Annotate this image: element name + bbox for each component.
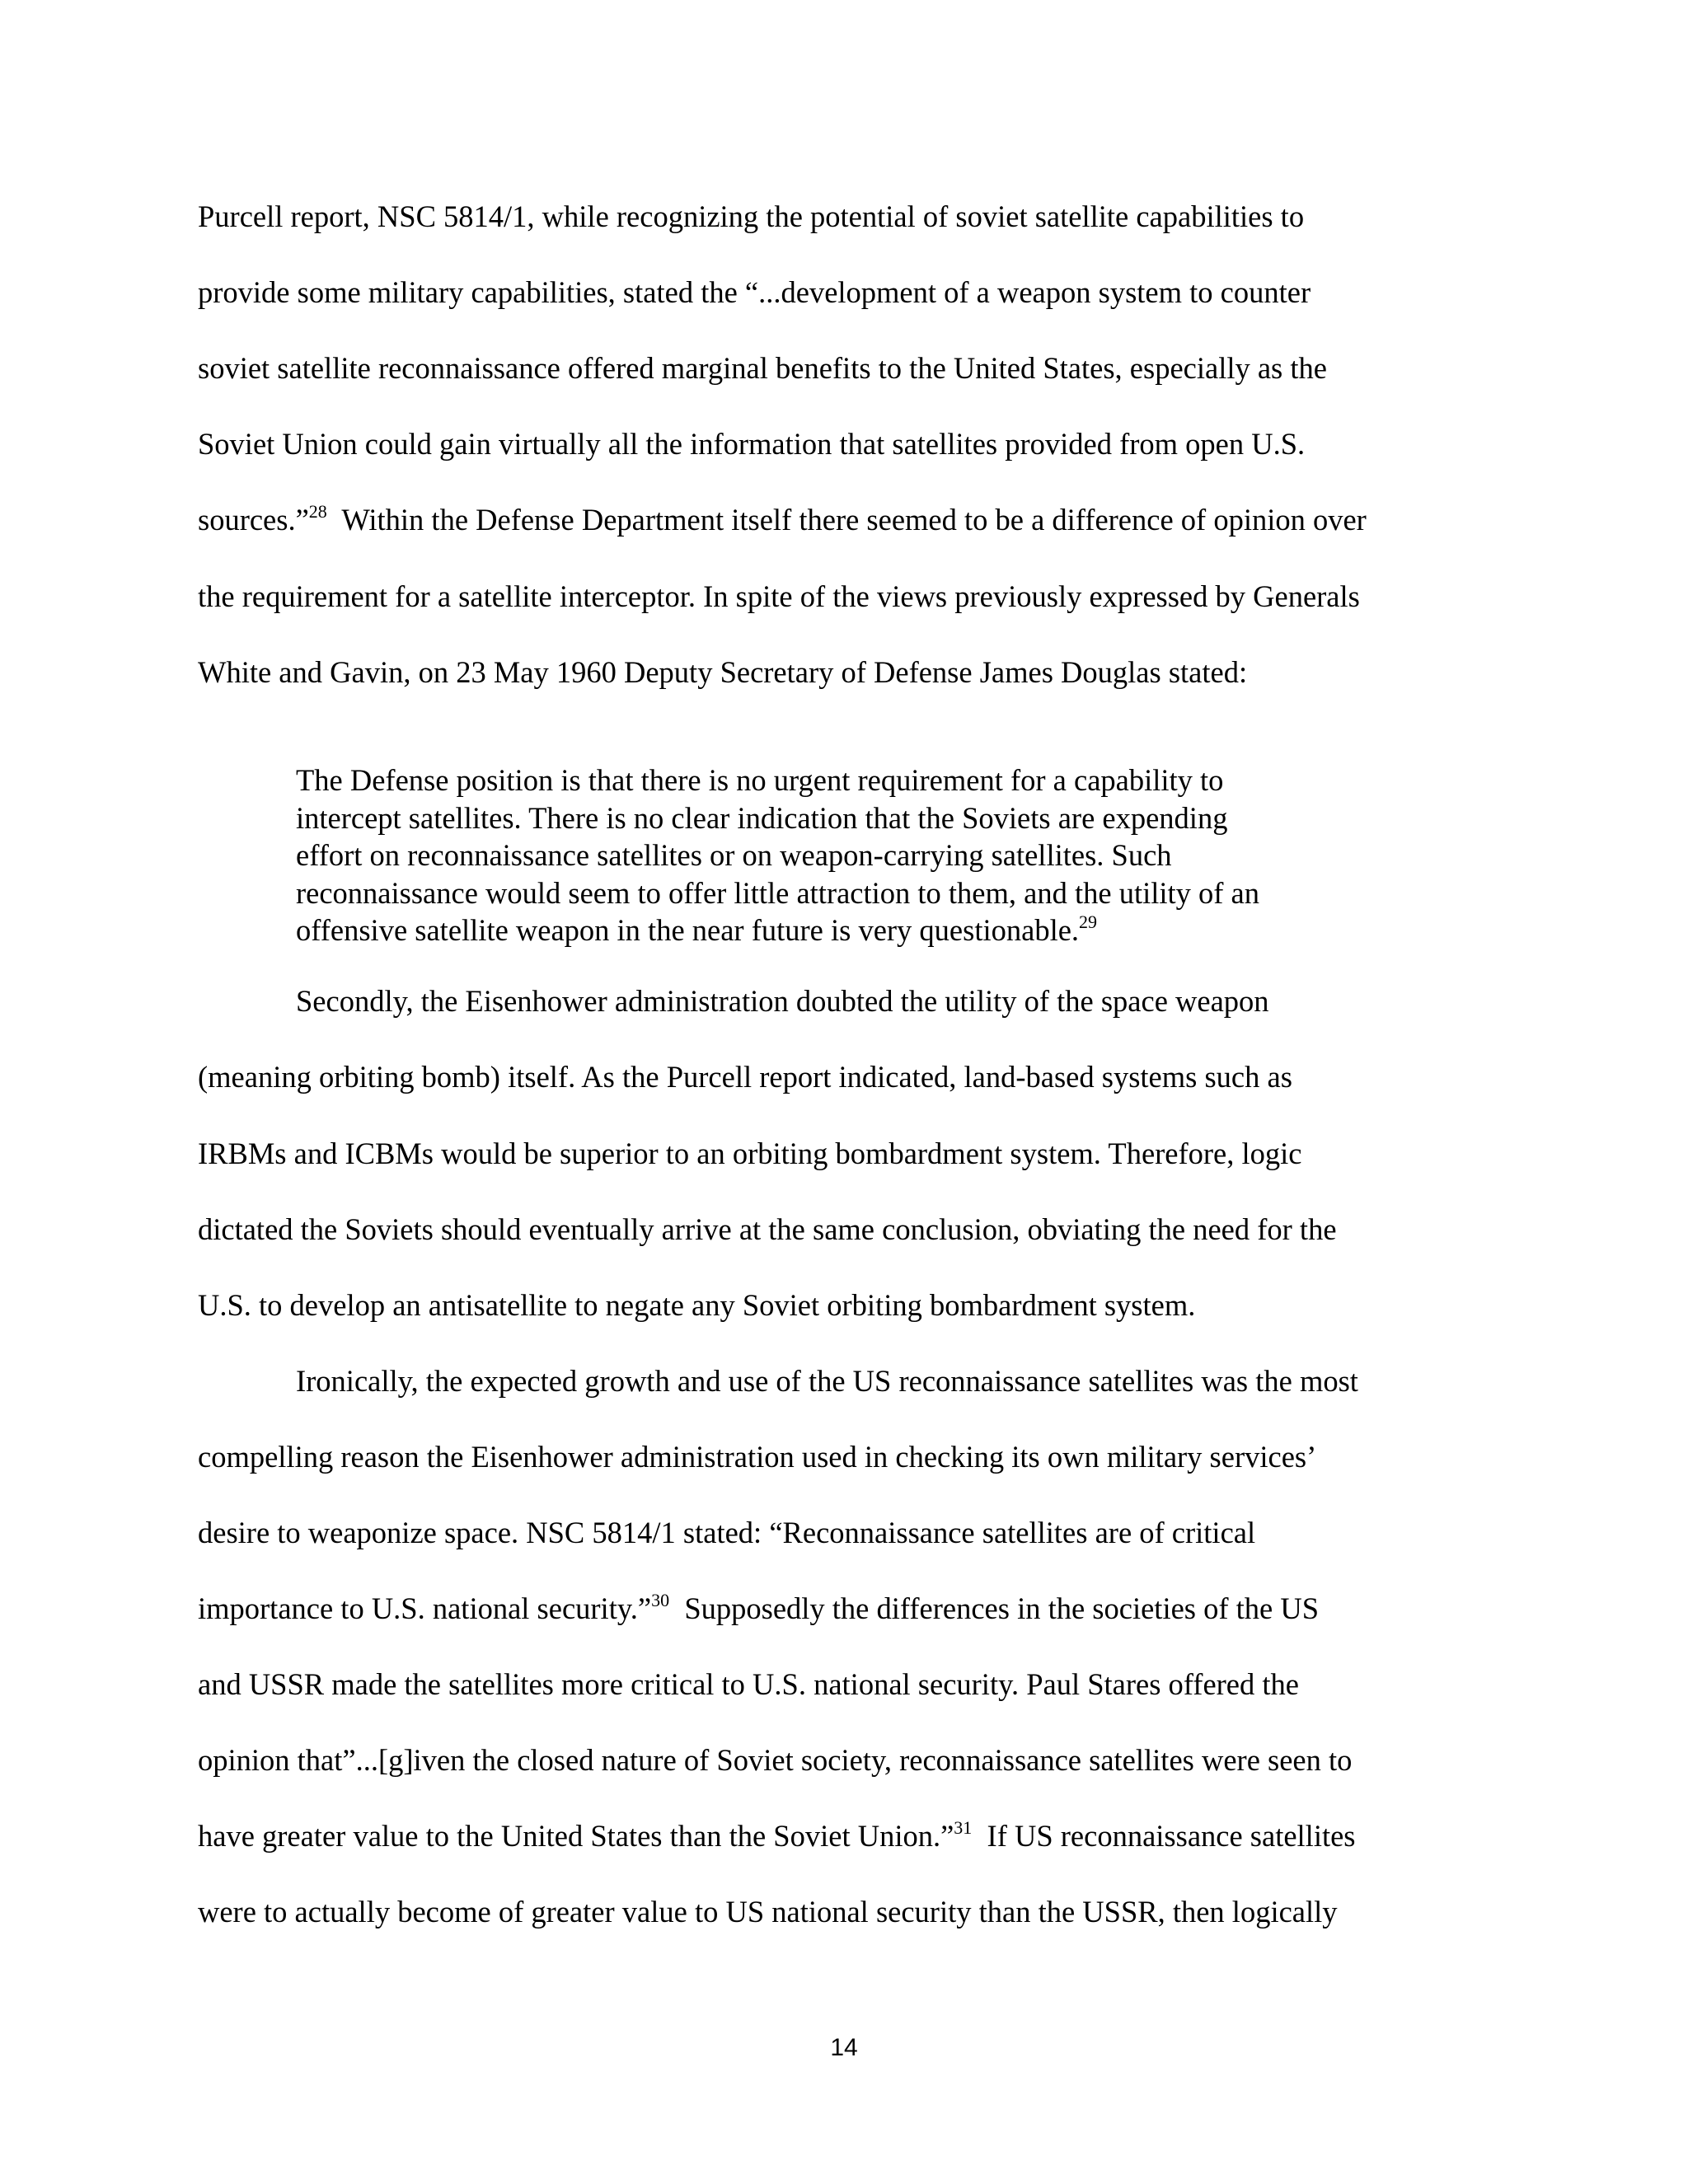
text-line: Ironically, the expected growth and use of the US reconnaissance satellites was the most xyxy=(296,1364,1358,1398)
quote-line xyxy=(296,912,1450,949)
quote-line: intercept satellites. There is no clear indication that the Soviets are expending xyxy=(296,800,1228,835)
text-line: desire to weaponize space. NSC 5814/1 stated: “Reconnaissance satellites are of critical xyxy=(198,1516,1256,1549)
footnote-ref-29: 29 xyxy=(1079,912,1098,932)
footnote-ref-30: 30 xyxy=(651,1590,670,1610)
text-span: sources.” xyxy=(198,503,309,537)
text-line: IRBMs and ICBMs would be superior to an orbiting bombardment system. Therefore, logic xyxy=(198,1137,1302,1170)
quote-line: The Defense position is that there is no urgent requirement for a capability to xyxy=(296,763,1224,797)
text-line xyxy=(198,500,1367,540)
text-line: U.S. to develop an antisatellite to negate any Soviet orbiting bombardment system. xyxy=(198,1288,1196,1322)
text-line xyxy=(198,1816,1356,1856)
quote-line: effort on reconnaissance satellites or on weapon-carrying satellites. Such xyxy=(296,838,1172,872)
text-line: Soviet Union could gain virtually all the information that satellites provided from open U.S. xyxy=(198,427,1306,461)
text-span: offensive satellite weapon in the near future is very questionable. xyxy=(296,913,1080,947)
text-span: importance to U.S. national security.” xyxy=(198,1591,652,1625)
text-line: and USSR made the satellites more critical to U.S. national security. Paul Stares offered the xyxy=(198,1667,1299,1701)
text-span: Within the Defense Department itself there seemed to be a difference of opinion over xyxy=(326,503,1367,537)
footnote-ref-31: 31 xyxy=(954,1817,973,1838)
footnote-ref-28: 28 xyxy=(308,501,327,522)
text-span: have greater value to the United States than the Soviet Union.” xyxy=(198,1819,954,1853)
text-line: provide some military capabilities, stated the “...development of a weapon system to counter xyxy=(198,275,1311,309)
text-line: dictated the Soviets should eventually arrive at the same conclusion, obviating the need for the xyxy=(198,1212,1337,1246)
page-number: 14 xyxy=(830,2034,858,2061)
text-span: Supposedly the differences in the societies of the US xyxy=(669,1591,1320,1625)
text-span: If US reconnaissance satellites xyxy=(972,1819,1356,1853)
text-line: were to actually become of greater value to US national security than the USSR, then logically xyxy=(198,1895,1338,1929)
text-line: Purcell report, NSC 5814/1, while recognizing the potential of soviet satellite capabilities to xyxy=(198,199,1305,233)
quote-line: reconnaissance would seem to offer little attraction to them, and the utility of an xyxy=(296,875,1259,910)
text-line: the requirement for a satellite interceptor. In spite of the views previously expressed by Generals xyxy=(198,579,1360,613)
text-line xyxy=(198,1589,1319,1629)
text-line: opinion that”...[g]iven the closed nature of Soviet society, reconnaissance satellites were seen to xyxy=(198,1743,1353,1777)
text-line: compelling reason the Eisenhower administration used in checking its own military services’ xyxy=(198,1440,1317,1474)
text-line: soviet satellite reconnaissance offered marginal benefits to the United States, especially as the xyxy=(198,351,1327,385)
text-line: (meaning orbiting bomb) itself. As the Purcell report indicated, land-based systems such as xyxy=(198,1060,1292,1094)
text-line: White and Gavin, on 23 May 1960 Deputy Secretary of Defense James Douglas stated: xyxy=(198,655,1248,689)
block-quote xyxy=(296,762,1450,949)
text-line: Secondly, the Eisenhower administration doubted the utility of the space weapon xyxy=(296,984,1269,1018)
